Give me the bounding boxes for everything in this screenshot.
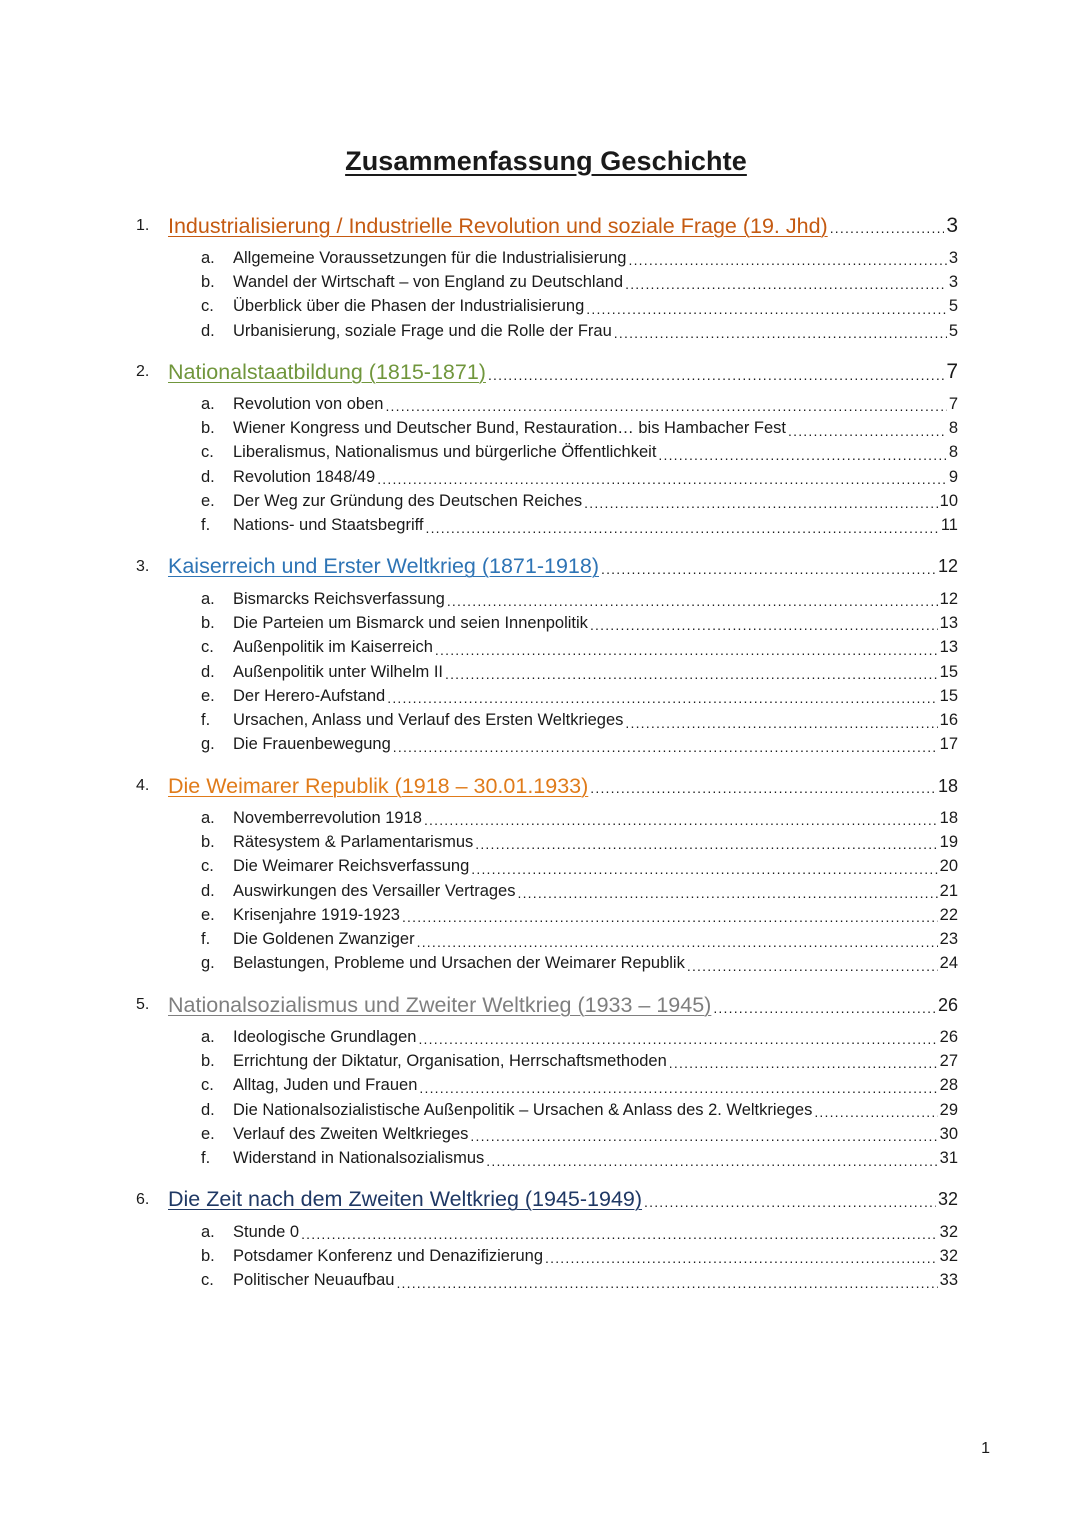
toc-chapter-entry[interactable] xyxy=(0,352,1080,392)
section-title: Der Weg zur Gründung des Deutschen Reiches xyxy=(233,492,583,511)
chapter-page-number: 18 xyxy=(937,775,958,796)
dot-leader xyxy=(435,638,938,658)
section-letter: b. xyxy=(201,419,215,438)
toc-section-entry[interactable] xyxy=(0,1122,1080,1146)
section-title: Die Nationalsozialistische Außenpolitik – Ursachen & Anlass des 2. Weltkrieges xyxy=(233,1100,813,1119)
section-page-number: 29 xyxy=(939,1100,958,1119)
section-letter: b. xyxy=(201,1052,215,1071)
section-letter: a. xyxy=(201,248,215,267)
section-title: Auswirkungen des Versailler Vertrages xyxy=(233,881,516,900)
toc-chapter xyxy=(0,766,1080,976)
toc-chapter-entry[interactable] xyxy=(0,1180,1080,1220)
section-letter: c. xyxy=(201,1076,214,1095)
dot-leader xyxy=(517,881,937,901)
chapter-page-number: 12 xyxy=(937,556,958,577)
section-title: Die Frauenbewegung xyxy=(233,735,391,754)
toc-section-entry[interactable] xyxy=(0,392,1080,416)
section-letter: d. xyxy=(201,881,215,900)
section-letter: d. xyxy=(201,321,215,340)
section-letter: a. xyxy=(201,808,215,827)
section-page-number: 27 xyxy=(939,1052,958,1071)
section-title: Rätesystem & Parlamentarismus xyxy=(233,832,474,851)
toc-chapter-entry[interactable] xyxy=(0,766,1080,806)
section-title: Liberalismus, Nationalismus und bürgerliche Öffentlichkeit xyxy=(233,443,657,462)
toc-section-entry[interactable] xyxy=(0,270,1080,294)
toc-section-entry[interactable] xyxy=(0,319,1080,343)
toc-section-entry[interactable] xyxy=(0,1147,1080,1171)
dot-leader xyxy=(658,443,946,463)
dot-leader xyxy=(445,662,938,682)
dot-leader xyxy=(377,467,947,487)
section-title: Widerstand in Nationalsozialismus xyxy=(233,1149,485,1168)
toc-section-entry[interactable] xyxy=(0,1074,1080,1098)
toc-section-entry[interactable] xyxy=(0,903,1080,927)
dot-leader xyxy=(486,1149,937,1169)
toc-section-entry[interactable] xyxy=(0,465,1080,489)
section-letter: b. xyxy=(201,272,215,291)
section-page-number: 8 xyxy=(948,443,958,462)
section-letter: f. xyxy=(201,1149,211,1168)
chapter-number: 3. xyxy=(136,557,150,575)
dot-leader xyxy=(830,216,945,237)
section-page-number: 15 xyxy=(939,686,958,705)
toc-section-entry[interactable] xyxy=(0,660,1080,684)
section-letter: d. xyxy=(201,1100,215,1119)
section-title: Die Goldenen Zwanziger xyxy=(233,930,415,949)
section-title: Alltag, Juden und Frauen xyxy=(233,1076,418,1095)
toc-section-entry[interactable] xyxy=(0,1269,1080,1293)
section-title: Allgemeine Voraussetzungen für die Industrialisierung xyxy=(233,248,627,267)
toc-section-entry[interactable] xyxy=(0,830,1080,854)
toc-section-entry[interactable] xyxy=(0,1025,1080,1049)
section-title: Der Herero-Aufstand xyxy=(233,686,386,705)
dot-leader xyxy=(418,1027,937,1047)
toc-section-entry[interactable] xyxy=(0,587,1080,611)
toc-section-entry[interactable] xyxy=(0,246,1080,270)
dot-leader xyxy=(402,905,938,925)
dot-leader xyxy=(393,735,938,755)
section-title: Potsdamer Konferenz und Denazifizierung xyxy=(233,1246,544,1265)
dot-leader xyxy=(586,297,947,317)
section-title: Überblick über die Phasen der Industrialisierung xyxy=(233,297,585,316)
dot-leader xyxy=(488,362,944,383)
chapter-title-link[interactable]: Nationalstaatbildung (1815-1871) xyxy=(168,359,486,384)
section-page-number: 9 xyxy=(948,467,958,486)
toc-section-entry[interactable] xyxy=(0,514,1080,538)
dot-leader xyxy=(601,557,936,578)
toc-section-entry[interactable] xyxy=(0,1098,1080,1122)
dot-leader xyxy=(475,833,937,853)
toc-chapter-entry[interactable] xyxy=(0,206,1080,246)
toc-section-entry[interactable] xyxy=(0,1244,1080,1268)
section-title: Außenpolitik unter Wilhelm II xyxy=(233,662,443,681)
dot-leader xyxy=(629,248,947,268)
section-letter: e. xyxy=(201,686,215,705)
section-letter: c. xyxy=(201,857,214,876)
section-page-number: 19 xyxy=(939,832,958,851)
page-number: 1 xyxy=(981,1440,990,1457)
dot-leader xyxy=(669,1052,938,1072)
toc-section-entry[interactable] xyxy=(0,611,1080,635)
section-letter: f. xyxy=(201,930,211,949)
chapter-number: 5. xyxy=(136,996,150,1014)
dot-leader xyxy=(470,1125,937,1145)
section-title: Ideologische Grundlagen xyxy=(233,1027,417,1046)
section-letter: e. xyxy=(201,905,215,924)
section-page-number: 26 xyxy=(939,1027,958,1046)
section-page-number: 10 xyxy=(939,492,958,511)
section-title: Ursachen, Anlass und Verlauf des Ersten Weltkrieges xyxy=(233,711,624,730)
section-letter: g. xyxy=(201,954,215,973)
section-letter: f. xyxy=(201,711,211,730)
section-page-number: 24 xyxy=(939,954,958,973)
dot-leader xyxy=(687,954,938,974)
section-title: Politischer Neuaufbau xyxy=(233,1271,395,1290)
section-title: Novemberrevolution 1918 xyxy=(233,808,422,827)
section-page-number: 12 xyxy=(939,589,958,608)
toc-chapter xyxy=(0,206,1080,343)
toc-section-entry[interactable] xyxy=(0,806,1080,830)
section-title: Revolution 1848/49 xyxy=(233,467,376,486)
section-page-number: 20 xyxy=(939,857,958,876)
toc-section-entry[interactable] xyxy=(0,928,1080,952)
toc-chapter xyxy=(0,1180,1080,1293)
section-letter: b. xyxy=(201,832,215,851)
section-page-number: 13 xyxy=(939,638,958,657)
section-page-number: 32 xyxy=(939,1222,958,1241)
section-page-number: 31 xyxy=(939,1149,958,1168)
section-title: Die Weimarer Reichsverfassung xyxy=(233,857,470,876)
section-title: Krisenjahre 1919-1923 xyxy=(233,905,400,924)
dot-leader xyxy=(424,808,938,828)
section-letter: c. xyxy=(201,638,214,657)
toc-section-entry[interactable] xyxy=(0,1049,1080,1073)
dot-leader xyxy=(713,995,936,1016)
toc-chapter-entry[interactable] xyxy=(0,547,1080,587)
dot-leader xyxy=(590,776,936,797)
section-page-number: 18 xyxy=(939,808,958,827)
dot-leader xyxy=(387,686,937,706)
section-page-number: 28 xyxy=(939,1076,958,1095)
table-of-contents xyxy=(0,206,1080,1302)
dot-leader xyxy=(545,1246,938,1266)
toc-section-entry[interactable] xyxy=(0,295,1080,319)
chapter-number: 4. xyxy=(136,777,150,795)
chapter-number: 2. xyxy=(136,363,150,381)
section-title: Revolution von oben xyxy=(233,394,384,413)
section-page-number: 22 xyxy=(939,905,958,924)
section-page-number: 13 xyxy=(939,613,958,632)
section-letter: c. xyxy=(201,1271,214,1290)
chapter-title-link[interactable]: Nationalsozialismus und Zweiter Weltkrieg (1933 – 1945) xyxy=(168,992,712,1017)
section-page-number: 30 xyxy=(939,1124,958,1143)
section-letter: e. xyxy=(201,492,215,511)
section-title: Die Parteien um Bismarck und seien Innenpolitik xyxy=(233,613,588,632)
section-page-number: 15 xyxy=(939,662,958,681)
section-letter: c. xyxy=(201,297,214,316)
section-letter: b. xyxy=(201,1246,215,1265)
section-page-number: 7 xyxy=(948,394,958,413)
section-page-number: 32 xyxy=(939,1246,958,1265)
toc-chapter xyxy=(0,352,1080,538)
section-title: Bismarcks Reichsverfassung xyxy=(233,589,445,608)
dot-leader xyxy=(814,1100,937,1120)
section-page-number: 8 xyxy=(948,419,958,438)
section-page-number: 23 xyxy=(939,930,958,949)
section-title: Nations- und Staatsbegriff xyxy=(233,516,424,535)
toc-section-entry[interactable] xyxy=(0,489,1080,513)
chapter-number: 1. xyxy=(136,217,150,234)
section-page-number: 5 xyxy=(948,297,958,316)
chapter-page-number: 7 xyxy=(946,360,958,384)
dot-leader xyxy=(788,419,947,439)
section-letter: d. xyxy=(201,467,215,486)
section-title: Belastungen, Probleme und Ursachen der Weimarer Republik xyxy=(233,954,685,973)
section-page-number: 17 xyxy=(939,735,958,754)
toc-section-entry[interactable] xyxy=(0,636,1080,660)
section-letter: a. xyxy=(201,589,215,608)
chapter-page-number: 3 xyxy=(946,214,958,237)
toc-section-entry[interactable] xyxy=(0,733,1080,757)
section-letter: b. xyxy=(201,613,215,632)
dot-leader xyxy=(584,492,938,512)
dot-leader xyxy=(417,930,938,950)
toc-section-entry[interactable] xyxy=(0,952,1080,976)
section-title: Urbanisierung, soziale Frage und die Rolle der Frau xyxy=(233,321,612,340)
toc-chapter xyxy=(0,547,1080,757)
section-page-number: 5 xyxy=(948,321,958,340)
section-title: Außenpolitik im Kaiserreich xyxy=(233,638,433,657)
section-page-number: 3 xyxy=(948,248,958,267)
dot-leader xyxy=(614,321,947,341)
page-title: Zusammenfassung Geschichte xyxy=(345,146,747,176)
section-letter: a. xyxy=(201,1027,215,1046)
dot-leader xyxy=(425,516,938,536)
toc-section-entry[interactable] xyxy=(0,879,1080,903)
toc-section-entry[interactable] xyxy=(0,416,1080,440)
section-title: Verlauf des Zweiten Weltkrieges xyxy=(233,1124,469,1143)
section-letter: a. xyxy=(201,394,215,413)
section-title: Errichtung der Diktatur, Organisation, Herrschaftsmethoden xyxy=(233,1052,667,1071)
toc-chapter xyxy=(0,985,1080,1171)
section-letter: c. xyxy=(201,443,214,462)
dot-leader xyxy=(447,589,938,609)
dot-leader xyxy=(385,394,946,414)
toc-section-entry[interactable] xyxy=(0,441,1080,465)
section-title: Stunde 0 xyxy=(233,1222,300,1241)
chapter-title-link[interactable]: Die Weimarer Republik (1918 – 30.01.1933) xyxy=(168,773,589,798)
dot-leader xyxy=(625,273,947,293)
chapter-page-number: 26 xyxy=(937,994,958,1015)
dot-leader xyxy=(644,1190,936,1211)
toc-section-entry[interactable] xyxy=(0,1220,1080,1244)
section-letter: a. xyxy=(201,1222,215,1241)
chapter-title-link[interactable]: Industrialisierung / Industrielle Revolution und soziale Frage (19. Jhd) xyxy=(168,213,828,238)
chapter-number: 6. xyxy=(136,1190,150,1208)
section-letter: d. xyxy=(201,662,215,681)
toc-section-entry[interactable] xyxy=(0,855,1080,879)
toc-chapter-entry[interactable] xyxy=(0,985,1080,1025)
chapter-page-number: 32 xyxy=(937,1189,958,1210)
section-title: Wiener Kongress und Deutscher Bund, Restauration… bis Hambacher Fest xyxy=(233,419,787,438)
section-page-number: 33 xyxy=(939,1271,958,1290)
dot-leader xyxy=(419,1076,937,1096)
section-letter: g. xyxy=(201,735,215,754)
toc-section-entry[interactable] xyxy=(0,708,1080,732)
dot-leader xyxy=(590,614,938,634)
section-page-number: 3 xyxy=(948,272,958,291)
dot-leader xyxy=(471,857,937,877)
toc-section-entry[interactable] xyxy=(0,684,1080,708)
chapter-title-link[interactable]: Die Zeit nach dem Zweiten Weltkrieg (1945-1949) xyxy=(168,1187,643,1212)
dot-leader xyxy=(625,711,937,731)
chapter-title-link[interactable]: Kaiserreich und Erster Weltkrieg (1871-1918) xyxy=(168,554,599,579)
section-letter: f. xyxy=(201,516,211,535)
dot-leader xyxy=(396,1271,937,1291)
section-page-number: 16 xyxy=(939,711,958,730)
dot-leader xyxy=(301,1222,938,1242)
section-page-number: 11 xyxy=(940,516,958,535)
section-page-number: 21 xyxy=(939,881,958,900)
section-title: Wandel der Wirtschaft – von England zu Deutschland xyxy=(233,272,624,291)
section-letter: e. xyxy=(201,1124,215,1143)
